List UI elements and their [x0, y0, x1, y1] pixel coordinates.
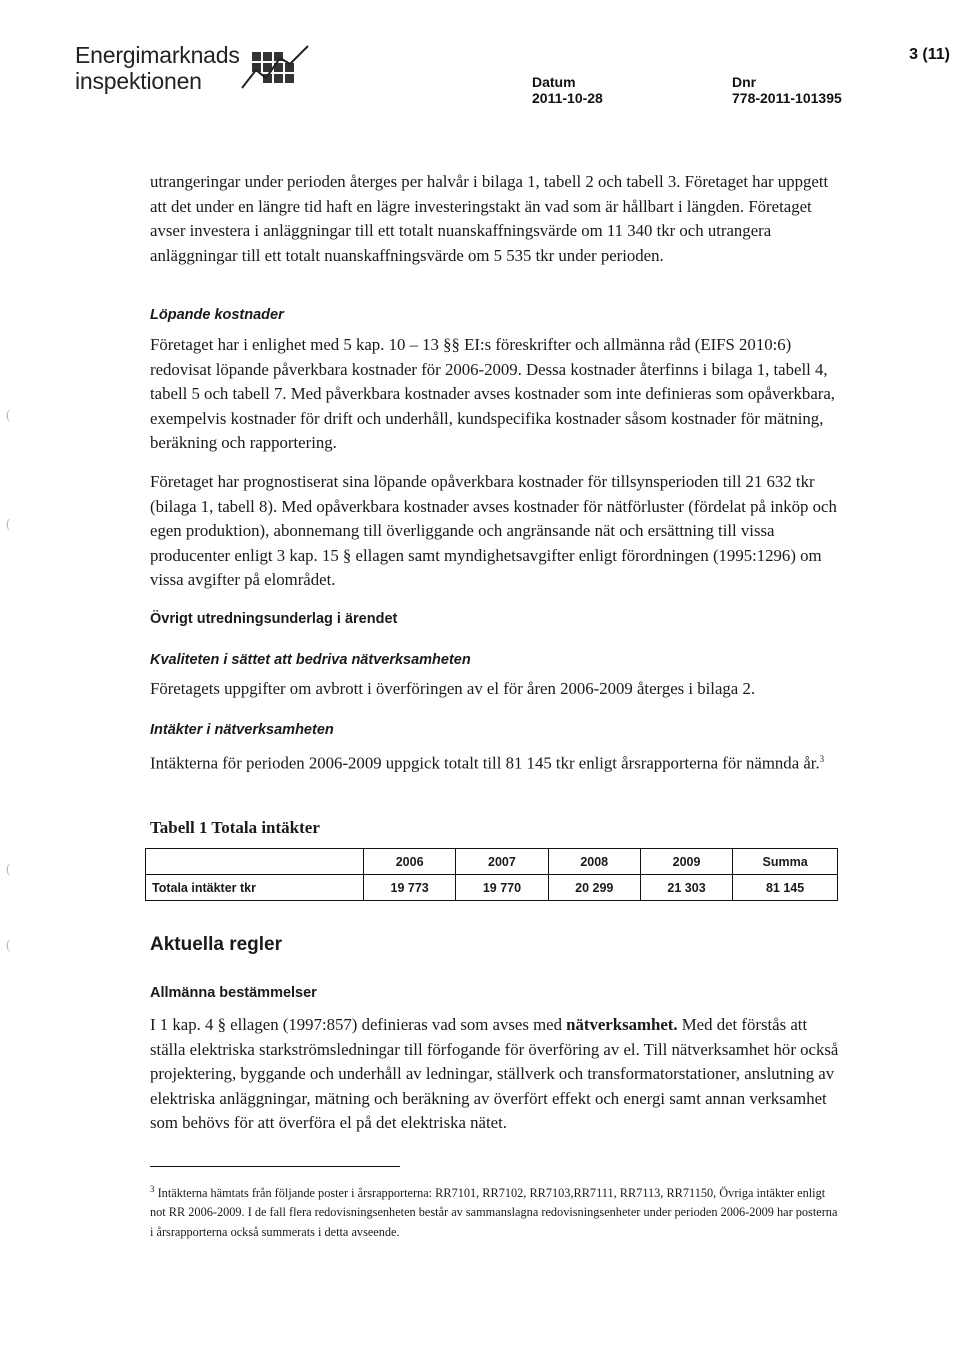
regler-heading: Aktuella regler	[150, 934, 282, 955]
footnote-number: 3	[150, 1184, 155, 1194]
footnote-ref: 3	[819, 754, 825, 764]
kvalitet-paragraph	[150, 677, 840, 702]
intakter-paragraph	[150, 747, 840, 776]
intakter-heading: Intäkter i nätverksamheten	[150, 722, 334, 738]
footnote-divider	[150, 1166, 400, 1167]
table-header-cell: 2007	[456, 849, 548, 875]
intro-paragraph	[150, 170, 840, 268]
table-header-cell	[146, 849, 364, 875]
intro-text: utrangeringar under perioden återges per halvår i bilaga 1, tabell 2 och tabell 3. Företaget har uppgett att det under en längre tid haft en lägre investeringstakt än vad som är hållbart i längden. Företaget avser investera i anläggningar till ett totalt nuanskaffningsvärde om 11 340 tkr och utrangera anläggningar till ett totalt nuanskaffningsvärde om 5 535 tkr under perioden.	[150, 172, 829, 265]
table-header-cell: 2009	[640, 849, 732, 875]
dnr-value: 778-2011-101395	[732, 90, 842, 106]
regler-text-after: Med det förstås att ställa elektriska starkströmsledningar till förfogande för överföring av el. Till nätverksamhet hör också projektering, byggande och underhåll av ledningar, ställverk och transformatorstationer, anslutning av elektriska anläggningar, mätning och beräkning av överfört effekt och energi samt annan verksamhet som behövs för att överföra el på det elektriska nätet.	[150, 1015, 839, 1132]
scan-margin-mark: (	[6, 938, 11, 953]
lopande-paragraph-2	[150, 470, 840, 593]
table-header-cell: 2008	[548, 849, 640, 875]
regler-paragraph	[150, 1013, 840, 1136]
table-header-cell: 2006	[364, 849, 456, 875]
regler-text-bold: nätverksamhet.	[566, 1015, 678, 1034]
page-number: 3 (11)	[909, 46, 950, 63]
table-cell: 81 145	[733, 875, 838, 901]
agency-logo-icon	[240, 44, 310, 94]
table-cell: 19 773	[364, 875, 456, 901]
regler-text-before: I 1 kap. 4 § ellagen (1997:857) definieras vad som avses med	[150, 1015, 567, 1034]
regler-subheading: Allmänna bestämmelser	[150, 985, 317, 1001]
ovrigt-heading: Övrigt utredningsunderlag i ärendet	[150, 611, 398, 627]
kvalitet-text: Företagets uppgifter om avbrott i överföringen av el för åren 2006-2009 återges i bilaga 2.	[150, 679, 756, 698]
table-header-cell: Summa	[733, 849, 838, 875]
table-cell: 21 303	[640, 875, 732, 901]
date-value: 2011-10-28	[532, 90, 603, 106]
scan-margin-mark: (	[6, 408, 11, 423]
lopande-text-1: Företaget har i enlighet med 5 kap. 10 – 13 §§ EI:s föreskrifter och allmänna råd (EIFS 2010:6) redovisat löpande påverkbara kostnader för 2006-2009. Dessa kostnader återfinns i bilaga 1, tabell 4, tabell 5 och tabell 7. Med påverkbara kostnader avses kostnader som inte definieras som opåverkbara, exempelvis kostnader för drift och underhåll, kundspecifika kostnader såsom kostnader för mätning, beräkning och rapportering.	[150, 335, 835, 452]
table-row	[146, 875, 838, 901]
scan-margin-mark: (	[6, 862, 11, 877]
revenue-table	[145, 848, 838, 901]
org-name-line2: inspektionen	[75, 68, 202, 94]
org-name-line1: Energimarknads	[75, 42, 240, 68]
org-name	[75, 42, 240, 94]
table-cell: 19 770	[456, 875, 548, 901]
table-header-row	[146, 849, 838, 875]
lopande-text-2: Företaget har prognostiserat sina löpande opåverkbara kostnader för tillsynsperioden till 21 632 tkr (bilaga 1, tabell 8). Med opåverkbara kostnader avses kostnader för nätförluster (fördelat på inköp och egen produktion), abonnemang till överliggande och angränsande nät och ersättning till vissa producenter enligt 3 kap. 15 § ellagen samt myndighetsavgifter enligt förordningen (1995:1296) om vissa avgifter på elområdet.	[150, 472, 837, 589]
date-label: Datum	[532, 74, 576, 90]
footnote-text: Intäkterna hämtats från följande poster i årsrapporterna: RR7101, RR7102, RR7103,RR7111, RR7113, RR71150, Övriga intäkter enligt not RR 2006-2009. I de fall flera redovisningsenheten består av sammanslagna redovisningsenheter under perioden 2006-2009 har posterna i årsrapporterna också summerats i detta avseende.	[150, 1186, 838, 1239]
lopande-paragraph-1	[150, 333, 840, 456]
table-caption: Tabell 1 Totala intäkter	[150, 818, 320, 837]
table-cell: Totala intäkter tkr	[146, 875, 364, 901]
footnote	[150, 1180, 840, 1242]
scan-margin-mark: (	[6, 517, 11, 532]
table-cell: 20 299	[548, 875, 640, 901]
kvalitet-heading: Kvaliteten i sättet att bedriva nätverksamheten	[150, 652, 471, 668]
intakter-text: Intäkterna för perioden 2006-2009 uppgick totalt till 81 145 tkr enligt årsrapporterna för nämnda år.	[150, 753, 820, 773]
dnr-label: Dnr	[732, 74, 757, 90]
lopande-heading: Löpande kostnader	[150, 307, 284, 323]
